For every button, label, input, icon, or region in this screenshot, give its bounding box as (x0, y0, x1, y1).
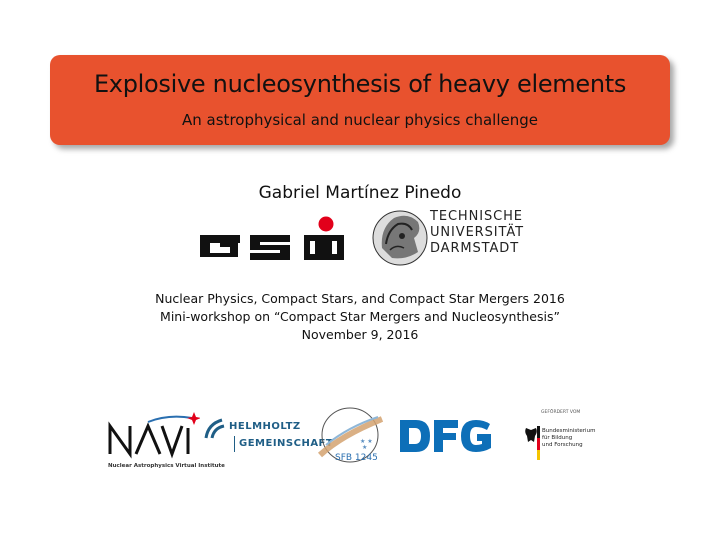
tu-darmstadt-wordmark (430, 209, 524, 257)
conference-info (0, 290, 720, 344)
svg-text:★ ★: ★ ★ (360, 438, 373, 445)
slide-subtitle: An astrophysical and nuclear physics challenge (182, 111, 538, 129)
sfb-1245-logo (312, 405, 392, 465)
bmbf-wordmark (542, 428, 595, 449)
gsi-logo (198, 215, 346, 263)
author-name: Gabriel Martínez Pinedo (258, 183, 462, 203)
helmholtz-wave-icon (204, 418, 226, 440)
navi-logo (108, 410, 200, 462)
date: November 9, 2016 (301, 327, 419, 342)
conference-line-1: Nuclear Physics, Compact Stars, and Compact Star Mergers 2016 (155, 291, 565, 306)
bmbf-line3: und Forschung (542, 442, 583, 448)
tu-darmstadt-athena-icon (372, 208, 428, 268)
helmholtz-line2: GEMEINSCHAFT (234, 436, 333, 452)
tud-line1: TECHNISCHE (430, 209, 523, 224)
title-box (50, 55, 670, 145)
gsi-red-dot-icon (319, 217, 334, 232)
navi-star-icon (187, 412, 200, 425)
bmbf-eagle-flag-icon (520, 408, 542, 462)
bmbf-line1: Bundesministerium (542, 428, 596, 434)
dfg-logo (400, 420, 492, 452)
slide-title: Explosive nucleosynthesis of heavy elements (93, 70, 627, 98)
svg-text:★: ★ (362, 444, 368, 451)
tud-line2: UNIVERSITÄT (430, 225, 524, 240)
conference-line-2: Mini-workshop on “Compact Star Mergers and Nucleosynthesis” (160, 309, 560, 324)
navi-caption: Nuclear Astrophysics Virtual Institute (108, 463, 225, 469)
sfb-label: SFB 1245 (335, 453, 378, 463)
helmholtz-line1: HELMHOLTZ (229, 421, 301, 432)
bmbf-small-label: GEFÖRDERT VOM (541, 410, 581, 415)
tud-line3: DARMSTADT (430, 241, 520, 256)
bmbf-line2: für Bildung (542, 435, 573, 441)
